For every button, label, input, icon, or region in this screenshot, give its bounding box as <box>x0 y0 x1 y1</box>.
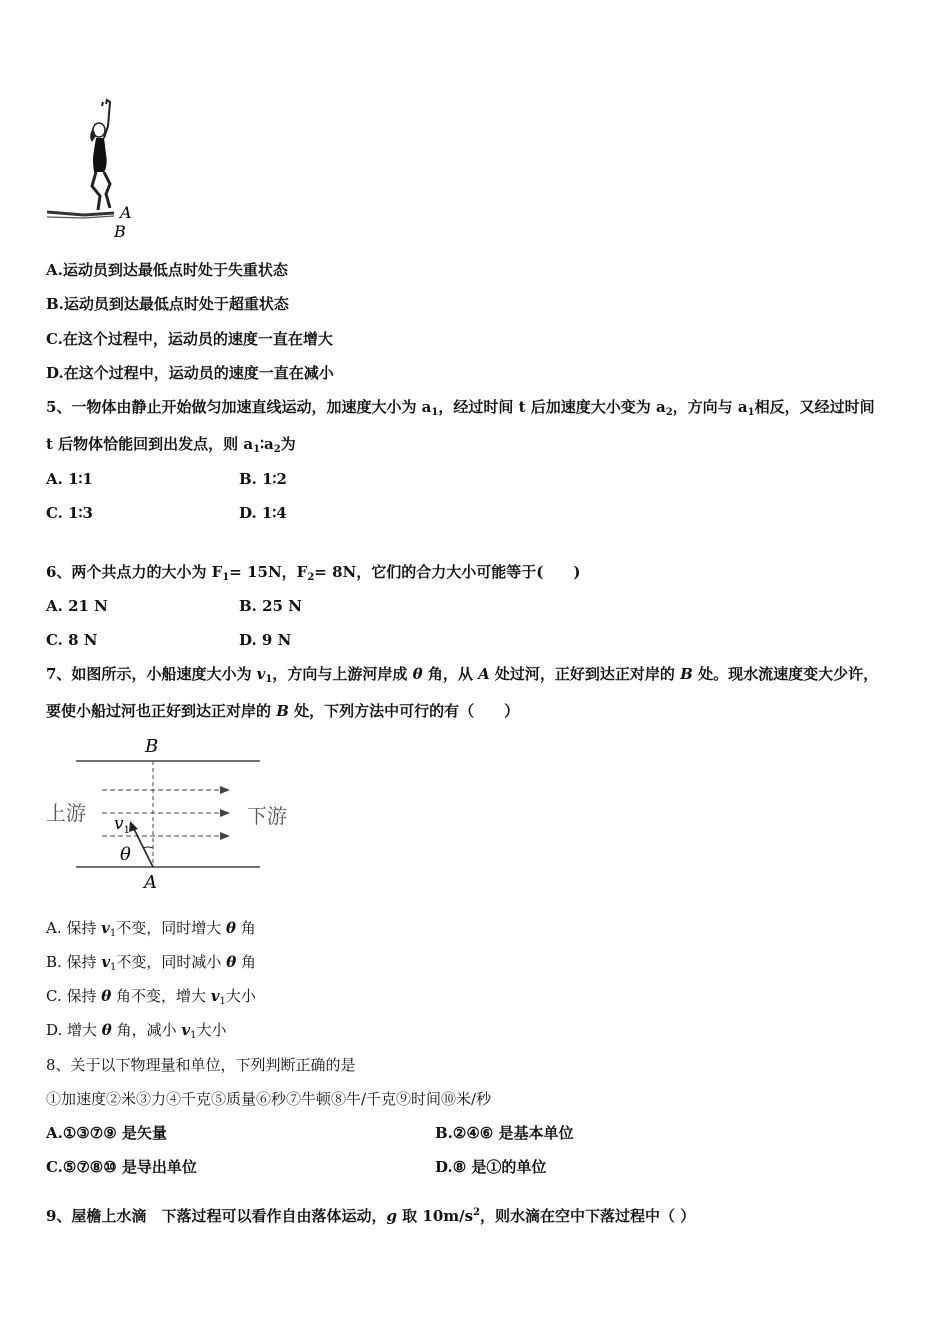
q8-option-c: C.⑤⑦⑧⑩ 是导出单位 <box>46 1158 197 1176</box>
theta-label: θ <box>120 844 131 865</box>
q6-option-c: C. 8 N <box>46 631 98 649</box>
q8-option-a: A.①③⑦⑨ 是矢量 <box>46 1124 167 1142</box>
label-b: B <box>114 222 126 241</box>
q5-stem-line1: 5、一物体由静止开始做匀加速直线运动，加速度大小为 $a_1$，经过时间 t 后加速度大小变为 $a_2$，方向与 $a_1$相反，又经过时间 <box>46 398 875 418</box>
q7-option-c: C. 保持 θ 角不变，增大 $v_1$大小 <box>46 987 256 1007</box>
q7-option-b: B. 保持 $v_1$不变，同时减小 θ 角 <box>46 953 256 973</box>
label-a-bank: A <box>144 872 157 893</box>
q4-option-b: B.运动员到达最低点时处于超重状态 <box>46 295 289 313</box>
v1-label: $v_1$ <box>114 814 130 836</box>
q7-stem-line2: 要使小船过河也正好到达正对岸的 B 处，下列方法中可行的有（ ） <box>46 702 520 720</box>
q5-option-a: A. 1∶1 <box>46 470 93 488</box>
q6-stem: 6、两个共点力的大小为 $F_1= 15N$，$F_2= 8N$，它们的合力大小可能等于( ) <box>46 563 581 583</box>
q6-option-b: B. 25 N <box>239 597 302 615</box>
q7-option-a: A. 保持 $v_1$不变，同时增大 θ 角 <box>46 919 256 939</box>
q8-option-b: B.②④⑥ 是基本单位 <box>435 1124 574 1142</box>
diver-figure <box>44 98 140 244</box>
q6-option-d: D. 9 N <box>239 631 292 649</box>
q4-option-a: A.运动员到达最低点时处于失重状态 <box>46 261 288 279</box>
q5-stem-line2: t 后物体恰能回到出发点，则 $a_1∶a_2$为 <box>46 435 296 455</box>
q6-option-a: A. 21 N <box>46 597 108 615</box>
q9-stem: 9、屋檐上水滴 下落过程可以看作自由落体运动，g 取 $10m/s^2$，则水滴在空中下落过程中（ ） <box>46 1207 696 1225</box>
q8-stem: 8、关于以下物理量和单位，下列判断正确的是 <box>46 1056 356 1074</box>
label-b-bank: B <box>145 736 159 757</box>
q8-option-d: D.⑧ 是①的单位 <box>435 1158 547 1176</box>
q5-option-c: C. 1∶3 <box>46 504 93 522</box>
q7-stem-line1: 7、如图所示，小船速度大小为 $v_1$，方向与上游河岸成 θ 角，从 A 处过河，正好到达正对岸的 B 处。现水流速度变大少许， <box>46 665 879 685</box>
q4-option-d: D.在这个过程中，运动员的速度一直在减小 <box>46 364 334 382</box>
river-figure <box>44 732 304 894</box>
q8-list: ①加速度②米③力④千克⑤质量⑥秒⑦牛顿⑧牛/千克⑨时间⑩米/秒 <box>46 1090 492 1108</box>
q5-option-b: B. 1∶2 <box>239 470 287 488</box>
upstream-label: 上游 <box>46 801 86 825</box>
downstream-label: 下游 <box>247 804 287 828</box>
q5-option-d: D. 1∶4 <box>239 504 287 522</box>
label-a: A <box>120 203 132 222</box>
q4-option-c: C.在这个过程中，运动员的速度一直在增大 <box>46 330 333 348</box>
q7-option-d: D. 增大 θ 角，减小 $v_1$大小 <box>46 1021 227 1041</box>
